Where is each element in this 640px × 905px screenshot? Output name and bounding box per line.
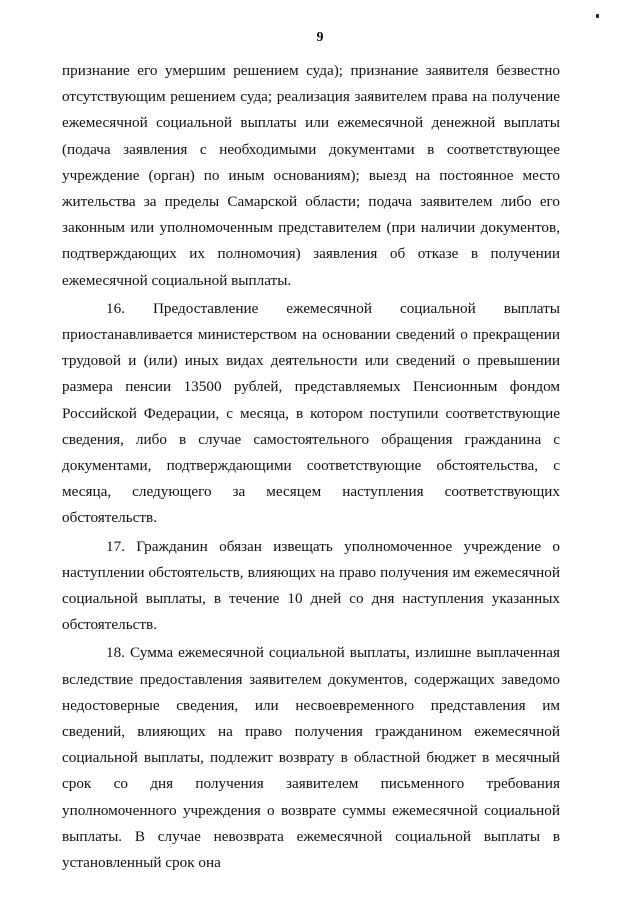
paragraph-17: 17. Гражданин обязан извещать уполномоченное учреждение о наступлении обстоятельств, влияющих на право получения им ежемесячной социальной выплаты, в течение 10 дней со дня наступления указанных обстоятельств.	[62, 537, 560, 634]
paragraph-continuation: признание его умершим решением суда); признание заявителя безвестно отсутствующим решением суда; реализация заявителем права на получение ежемесячной социальной выплаты или ежемесячной денежной выплаты (подача заявления с необходимыми документами в соответствующее учреждение (орган) по иным основаниям); выезд на постоянное место жительства за пределы Самарской области; подача заявителем либо его законным или уполномоченным представителем (при наличии документов, подтверждающих их полномочия) заявления об отказе в получении ежемесячной социальной выплаты.	[62, 62, 560, 289]
scan-dot-mark	[596, 14, 599, 18]
page-number: 9	[316, 30, 324, 45]
paragraph-16: 16. Предоставление ежемесячной социальной выплаты приостанавливается министерством на основании сведений о прекращении трудовой и (или) иных видах деятельности или сведений о превышении размера пенсии 13500 рублей, представляемых Пенсионным фондом Российской Федерации, с месяца, в котором поступили соответствующие сведения, либо в случае самостоятельного обращения гражданина с документами, подтверждающими соответствующие обстоятельства, с месяца, следующего за месяцем наступления соответствующих обстоятельств.	[62, 299, 560, 527]
paragraph-18: 18. Сумма ежемесячной социальной выплаты, излишне выплаченная вследствие предоставления заявителем документов, содержащих заведомо недостоверные сведения, или несвоевременного представления им сведений, влияющих на право получения гражданином ежемесячной социальной выплаты, подлежит возврату в областной бюджет в месячный срок со дня получения заявителем письменного требования уполномоченного учреждения о возврате суммы ежемесячной социальной выплаты. В случае невозврата ежемесячной социальной выплаты в установленный срок она	[62, 644, 560, 872]
document-body	[62, 58, 560, 876]
